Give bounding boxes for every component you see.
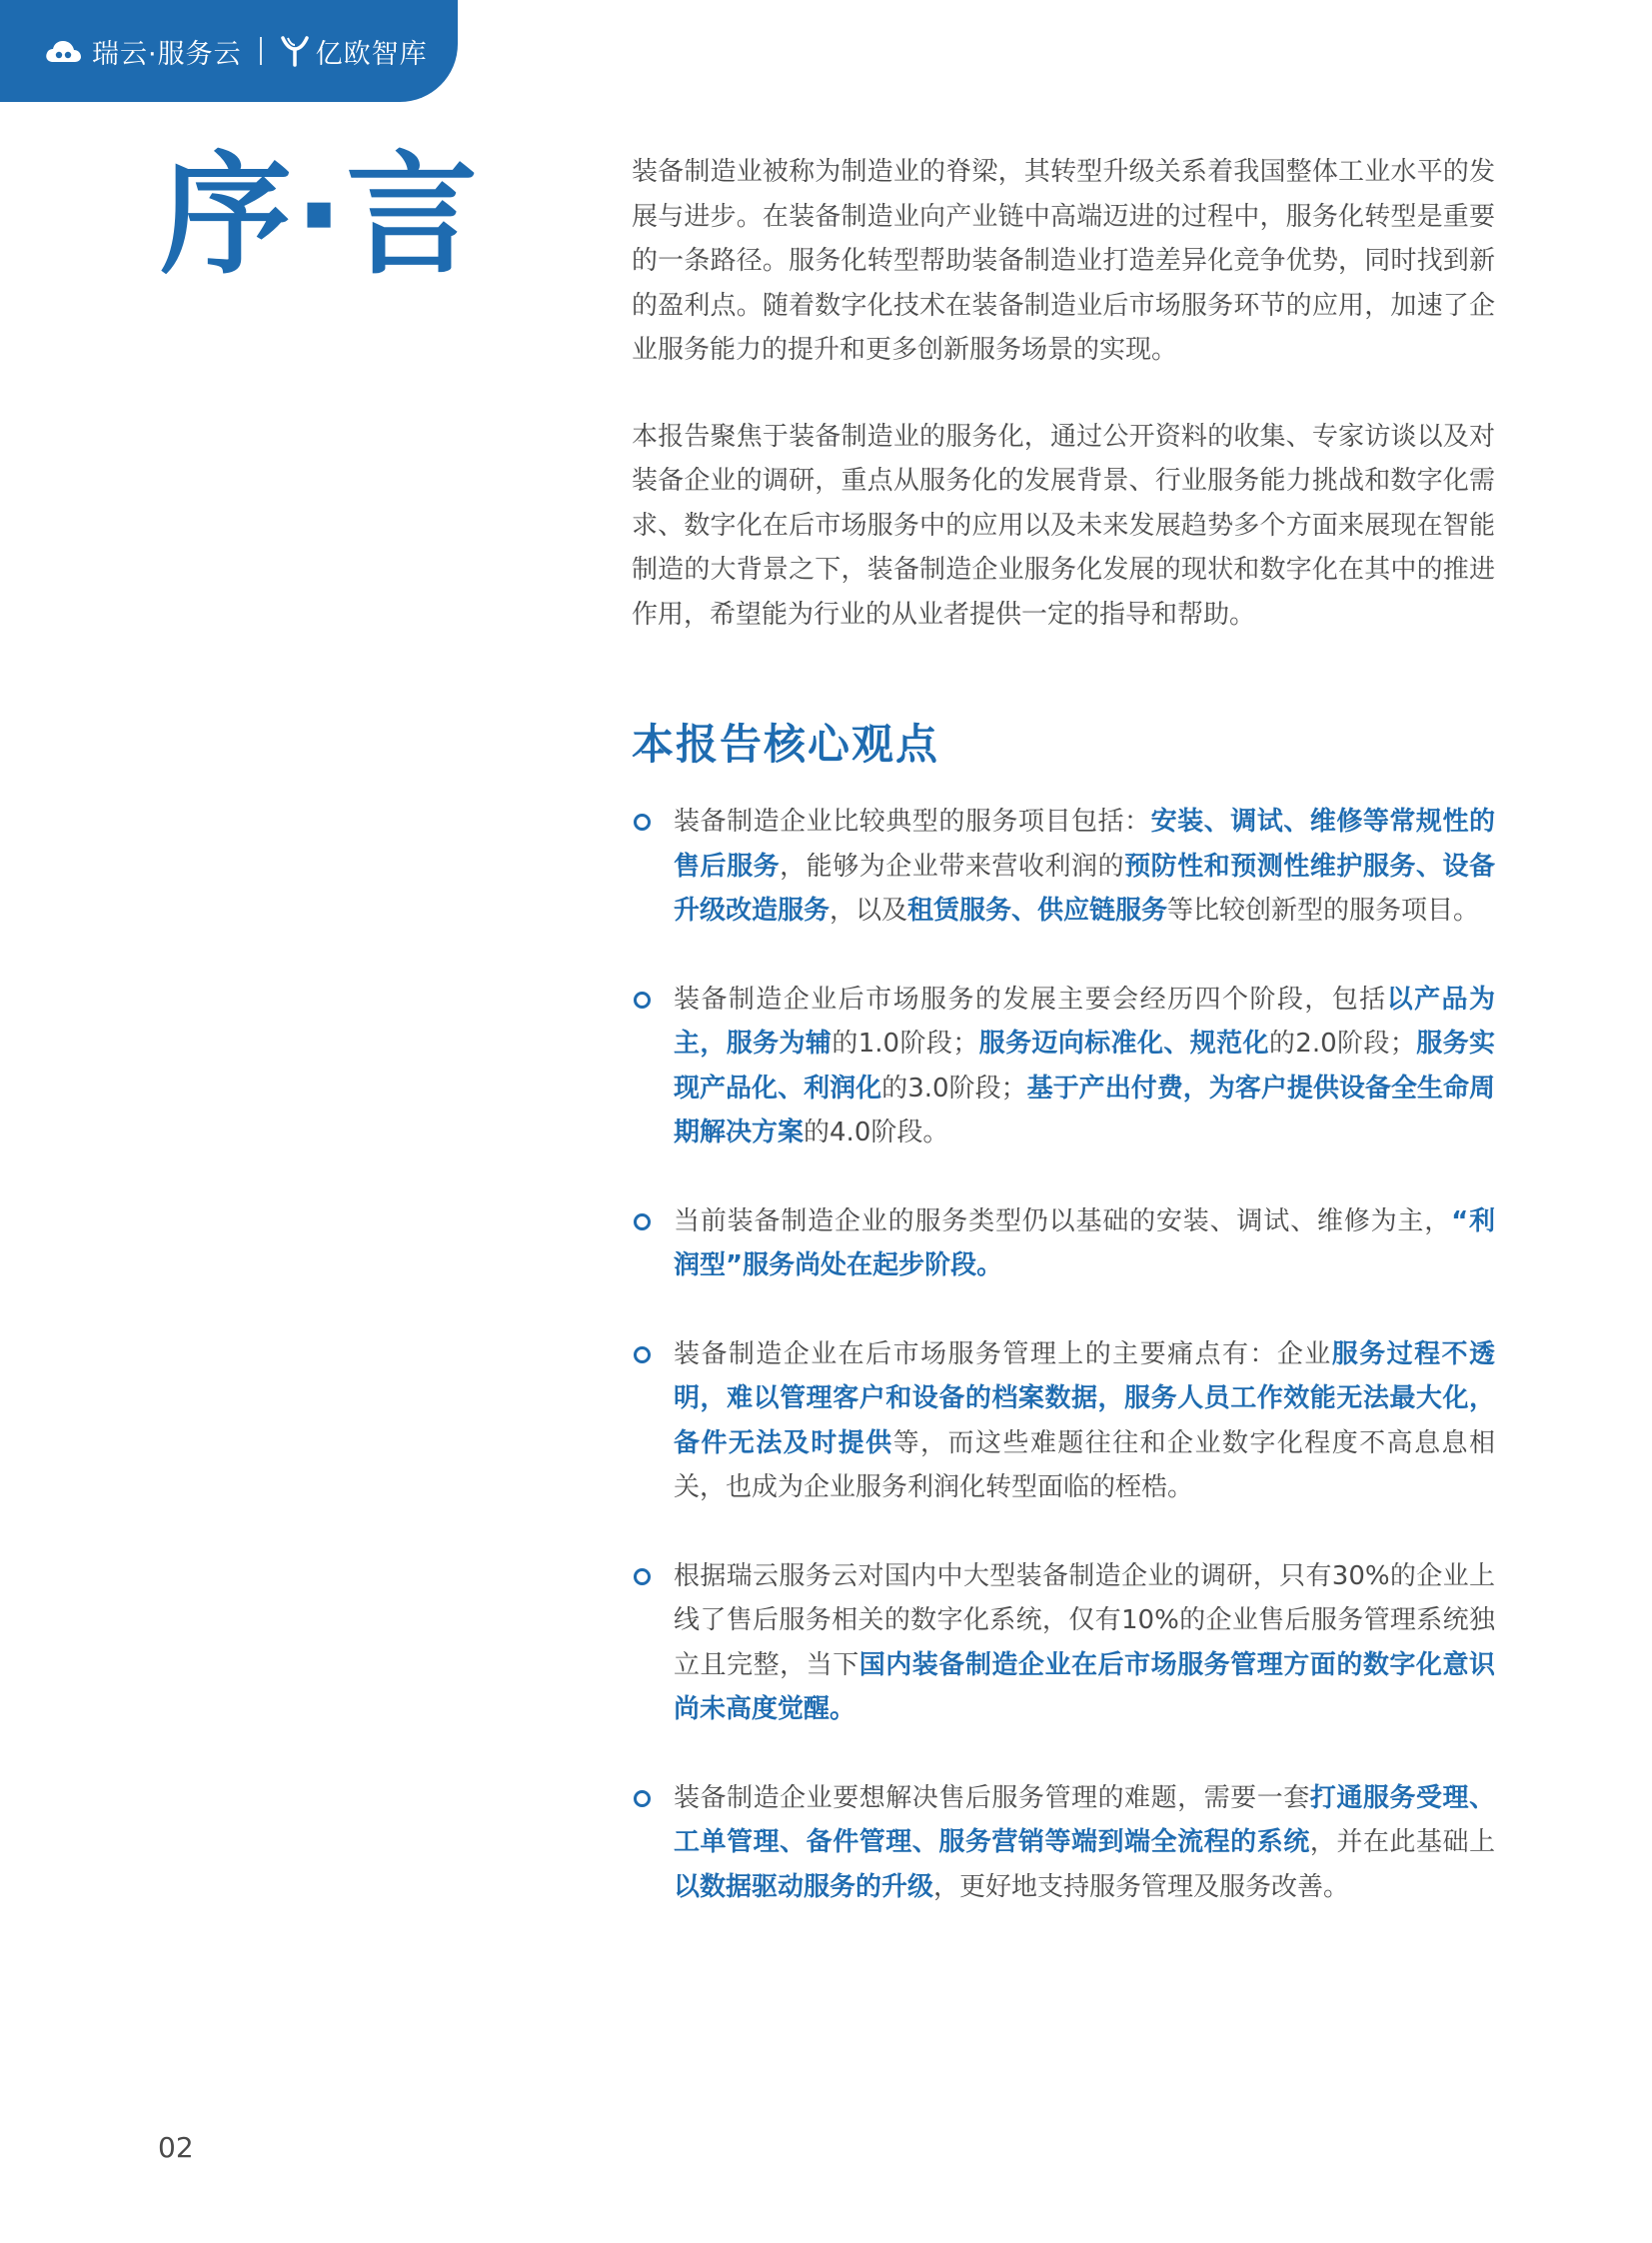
intro-paragraph-1: 装备制造业被称为制造业的脊梁，其转型升级关系着我国整体工业水平的发展与进步。在装备制造业向产业链中高端迈进的过程中，服务化转型是重要的一条路径。服务化转型帮助装备制造业打造差异化竞争优势，同时找到新的盈利点。随着数字化技术在装备制造业后市场服务环节的应用，加速了企业服务能力的提升和更多创新服务场景的实现。 (632, 157, 1495, 365)
cloud-logo-icon (44, 38, 82, 64)
circle-bullet-icon (634, 1568, 651, 1585)
brand-divider (260, 37, 262, 65)
circle-bullet-icon (634, 814, 651, 831)
list-item: 装备制造企业比较典型的服务项目包括：安装、调试、维修等常规性的售后服务，能够为企业带来营收利润的预防性和预测性维护服务、设备升级改造服务，以及租赁服务、供应链服务等比较创新型的服务项目。 (632, 800, 1495, 934)
brand-name-yiou: 亿欧智库 (315, 38, 428, 70)
page-title: 序·言 (160, 139, 481, 293)
list-item: 装备制造企业在后市场服务管理上的主要痛点有：企业服务过程不透明，难以管理客户和设备的档案数据，服务人员工作效能无法最大化，备件无法及时提供等，而这些难题往往和企业数字化程度不高息息相关，也成为企业服务利润化转型面临的桎梏。 (632, 1332, 1495, 1510)
list-item: 装备制造企业后市场服务的发展主要会经历四个阶段，包括以产品为主，服务为辅的1.0阶段；服务迈向标准化、规范化的2.0阶段；服务实现产品化、利润化的3.0阶段；基于产出付费，为客户提供设备全生命周期解决方案的4.0阶段。 (632, 978, 1495, 1155)
circle-bullet-icon (634, 1213, 651, 1230)
yiou-logo-icon (280, 35, 310, 67)
list-item: 根据瑞云服务云对国内中大型装备制造企业的调研，只有30%的企业上线了售后服务相关的数字化系统，仅有10%的企业售后服务管理系统独立且完整，当下国内装备制造企业在后市场服务管理方面的数字化意识尚未高度觉醒。 (632, 1554, 1495, 1732)
key-points-list (632, 800, 1495, 1953)
list-item: 当前装备制造企业的服务类型仍以基础的安装、调试、维修为主，“利润型”服务尚处在起步阶段。 (632, 1199, 1495, 1288)
list-item: 装备制造企业要想解决售后服务管理的难题，需要一套打通服务受理、工单管理、备件管理、服务营销等端到端全流程的系统，并在此基础上以数据驱动服务的升级，更好地支持服务管理及服务改善。 (632, 1776, 1495, 1910)
circle-bullet-icon (634, 1346, 651, 1363)
header-brand-bar (0, 0, 458, 102)
brand-name-ruiyun: 瑞云·服务云 (92, 38, 242, 70)
section-title: 本报告核心观点 (632, 720, 940, 769)
intro-paragraph-2: 本报告聚焦于装备制造业的服务化，通过公开资料的收集、专家访谈以及对装备企业的调研，重点从服务化的发展背景、行业服务能力挑战和数字化需求、数字化在后市场服务中的应用以及未来发展趋势多个方面来展现在智能制造的大背景之下，装备制造企业服务化发展的现状和数字化在其中的推进作用，希望能为行业的从业者提供一定的指导和帮助。 (632, 421, 1495, 630)
circle-bullet-icon (634, 992, 651, 1009)
intro-section (632, 150, 1495, 679)
page-number: 02 (158, 2131, 194, 2164)
circle-bullet-icon (634, 1790, 651, 1807)
